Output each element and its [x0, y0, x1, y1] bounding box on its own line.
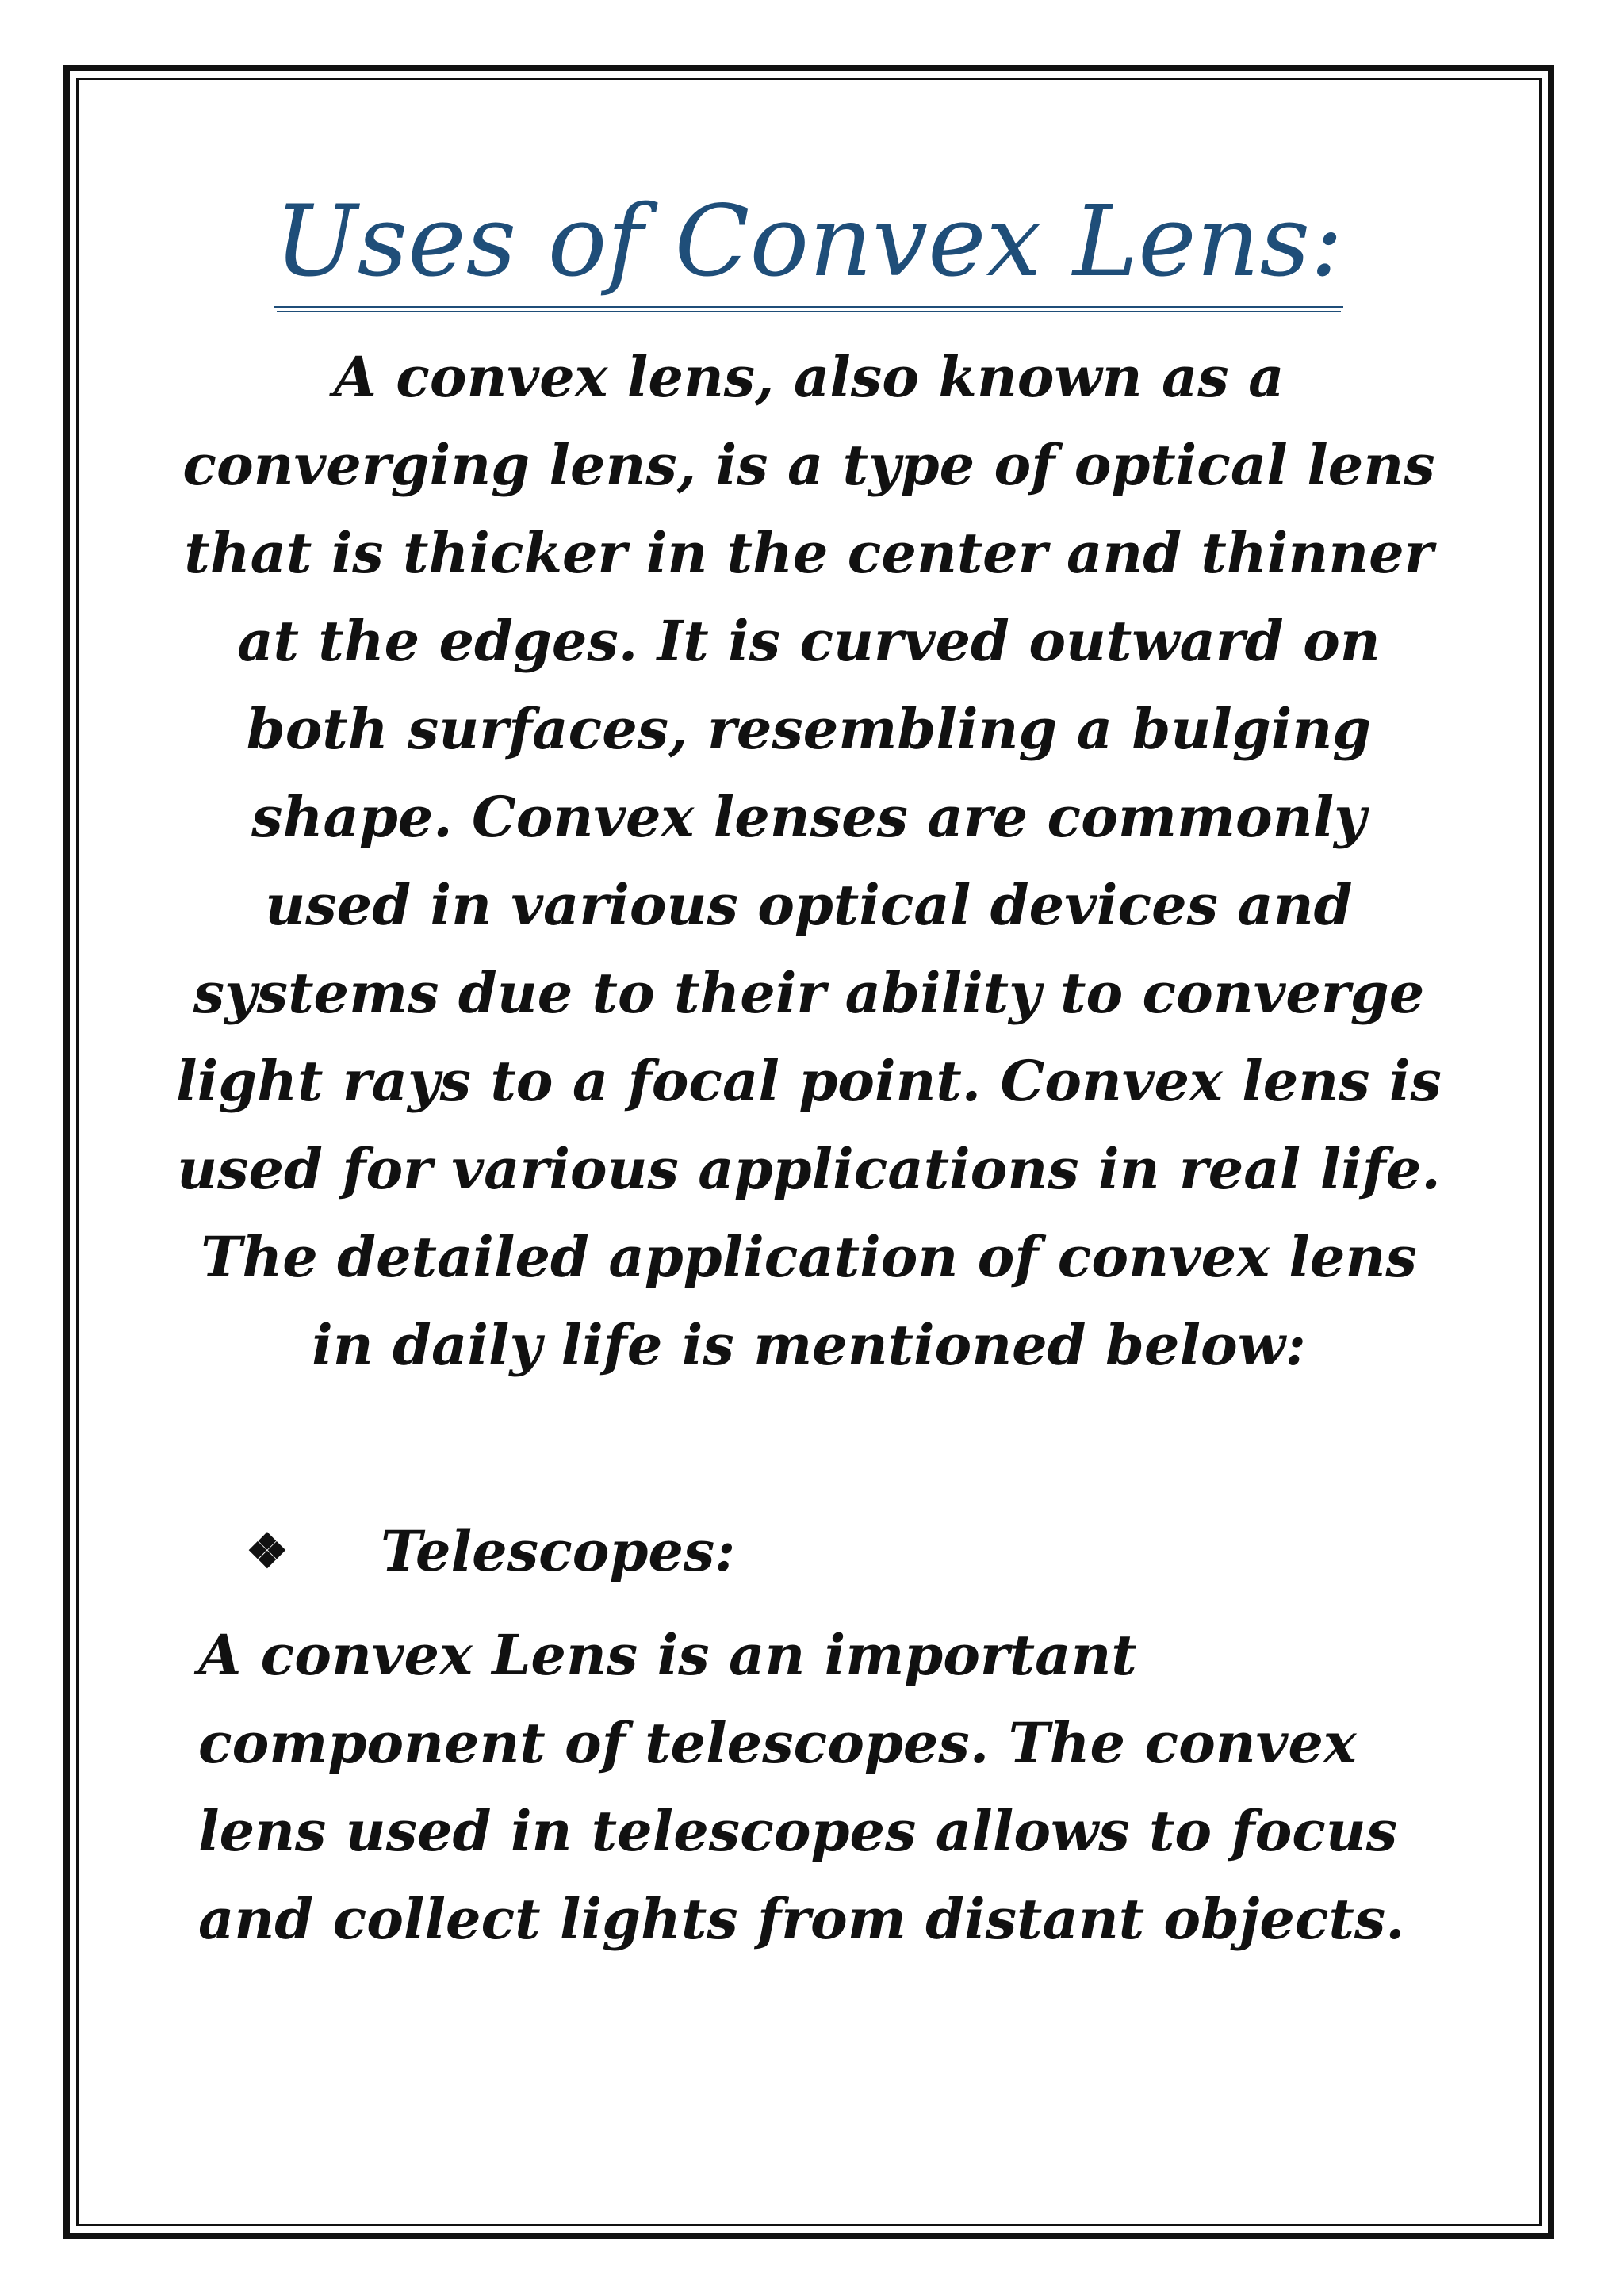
intro-paragraph: A convex lens, also known as a converging lens, is a type of optical lens that is thicker in the center and thinner at the edges. It is curved outward on both surfaces, resembling a bulging shape. Convex lenses are commonly used in various optical devices and systems due to their ability to converge light rays to a focal point. Convex lens is used for various applications in real life. The detailed application of convex lens in daily life is mentioned below: — [176, 344, 1442, 1378]
title-container — [174, 182, 1443, 325]
document-content — [174, 182, 1443, 2019]
page-title: Uses of Convex Lens: — [274, 182, 1343, 308]
diamond-bullet-icon: ❖ — [246, 1524, 289, 1579]
section-heading: Telescopes: — [381, 1518, 736, 1584]
section-heading-row — [174, 1508, 1443, 1595]
section-paragraph: A convex Lens is an important component of telescopes. The convex lens used in telescopes allows to focus and collect lights from distant objects. — [198, 1622, 1405, 1952]
